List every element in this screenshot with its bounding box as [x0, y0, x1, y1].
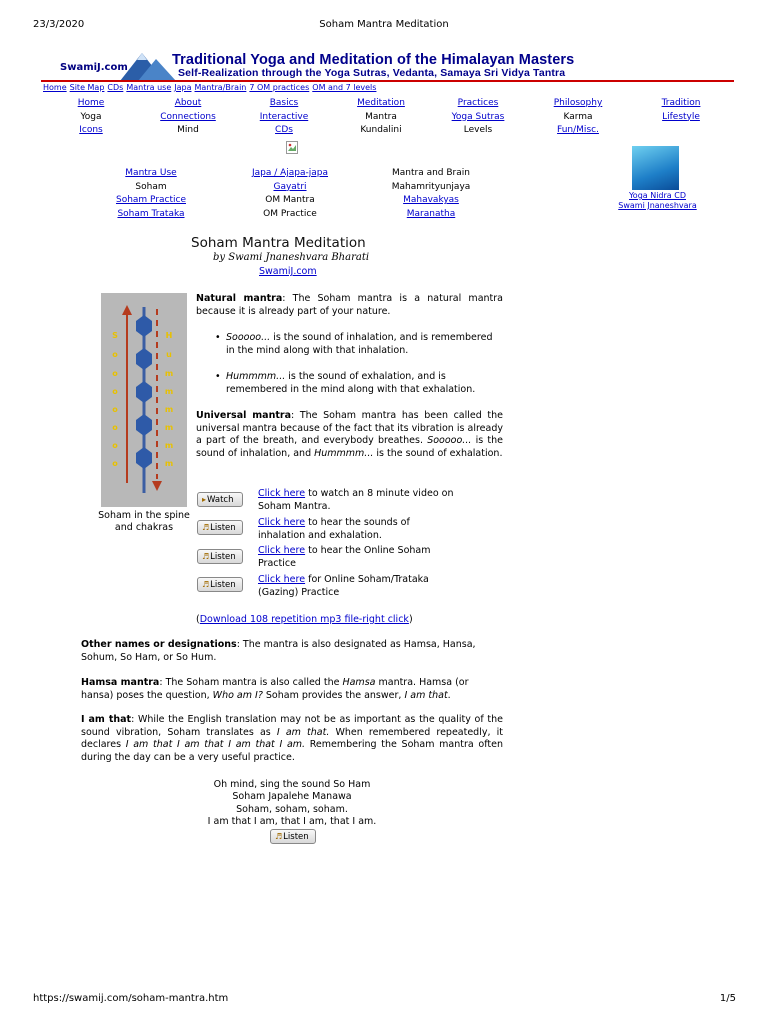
hamsa-italic-1: Hamsa — [342, 677, 376, 688]
spine-letter-right: H — [165, 331, 173, 340]
nav-link-philosophy[interactable]: Philosophy — [553, 98, 603, 108]
nav-link-home[interactable]: Home — [77, 98, 105, 108]
subnav-link-mantra-use[interactable]: Mantra Use — [125, 168, 177, 178]
spine-letter-right: m — [164, 423, 174, 432]
speaker-icon: ♬ — [202, 523, 210, 532]
listen-trataka-text — [258, 574, 458, 599]
top-link-om-7-levels[interactable]: OM and 7 levels — [312, 83, 377, 92]
nav-column-1 — [46, 97, 136, 138]
nav-label-yoga: Yoga — [80, 111, 102, 122]
print-page-number: 1/5 — [719, 993, 736, 1004]
listen-practice-text — [258, 545, 458, 570]
hamsa-text-3: Soham provides the answer, — [262, 689, 405, 701]
spine-letter-right: u — [166, 350, 172, 359]
page-title: Soham Mantra Meditation — [191, 235, 366, 251]
listen-button-label: Listen — [210, 523, 236, 533]
broken-image-icon — [286, 141, 298, 154]
spine-letter-left: o — [112, 459, 118, 468]
top-link-7-om-practices[interactable]: 7 OM practices — [249, 83, 310, 92]
universal-italic-2: Hummmm... — [314, 447, 374, 459]
universal-mantra-paragraph — [196, 410, 503, 460]
print-title: Soham Mantra Meditation — [319, 19, 449, 30]
top-link-home[interactable]: Home — [43, 83, 67, 92]
site-subtitle: Self-Realization through the Yoga Sutras, Vedanta, Samaya Sri Vidya Tantra — [178, 67, 566, 79]
subnav-label-mahamrityunjaya: Mahamrityunjaya — [391, 181, 471, 192]
nav-column-5 — [433, 97, 523, 138]
nav-link-meditation[interactable]: Meditation — [357, 98, 405, 108]
subnav-label-soham: Soham — [135, 181, 167, 192]
author-site-link[interactable]: SwamiJ.com — [259, 266, 317, 277]
natural-mantra-label: Natural mantra — [196, 293, 283, 304]
i-am-that-italic-2: I am that I am that I am that I am. — [125, 739, 306, 750]
chant-line-3: Soham, soham, soham. — [236, 804, 348, 815]
spine-letter-left: o — [112, 369, 118, 378]
mountain-logo-icon — [120, 50, 178, 82]
natural-mantra-text: : The Soham mantra is a natural mantra because it is already part of your nature. — [196, 293, 503, 317]
spine-chakra-illustration — [101, 293, 187, 507]
bullet-inhalation-text: is the sound of inhalation, and is remembered in the mind along with that inhalation. — [226, 332, 493, 356]
download-paren-open: ( — [196, 614, 200, 625]
universal-text-2: is the sound of inhalation, and — [196, 435, 503, 459]
speaker-icon: ♬ — [275, 832, 283, 841]
video-icon: ▸ — [202, 495, 207, 504]
hamsa-text-1: : The Soham mantra is also called the — [159, 677, 343, 688]
subnav-column-2 — [235, 167, 345, 221]
watch-video-text — [258, 488, 458, 513]
watch-video-desc: to watch an 8 minute video on Soham Mantra. — [258, 488, 454, 512]
bullet-exhalation-text: is the sound of exhalation, and is remembered in the mind along with that exhalation. — [226, 371, 476, 395]
other-names-text: : The mantra is also designated as Hamsa, Hansa, Sohum, So Ham, or So Hum. — [81, 639, 476, 663]
yoga-nidra-cd-image[interactable] — [632, 146, 679, 190]
nav-link-cds[interactable]: CDs — [275, 125, 293, 135]
bullet-exhalation — [226, 371, 502, 396]
universal-text-3: is the sound of exhalation. — [373, 447, 503, 459]
spine-letter-right: m — [164, 405, 174, 414]
nav-label-mind: Mind — [177, 125, 199, 135]
speaker-icon: ♬ — [202, 580, 210, 589]
listen-button-practice[interactable] — [197, 549, 243, 564]
i-am-that-text-3: Remembering the Soham mantra often during the day can be a very useful practice. — [81, 739, 503, 763]
download-mp3-link[interactable]: Download 108 repetition mp3 file-right click — [199, 614, 409, 625]
download-line — [196, 614, 413, 625]
bullet-exhalation-sound: Hummmm... — [226, 371, 286, 382]
nav-link-lifestyle[interactable]: Lifestyle — [662, 111, 700, 122]
nav-label-levels: Levels — [463, 125, 493, 135]
nav-column-6 — [533, 97, 623, 138]
chant-listen-button[interactable] — [270, 829, 316, 844]
nav-label-mantra: Mantra — [365, 111, 397, 122]
subnav-link-mahavakyas[interactable]: Mahavakyas — [403, 195, 459, 205]
subnav-link-soham-practice[interactable]: Soham Practice — [115, 195, 186, 205]
watch-button[interactable] — [197, 492, 243, 507]
universal-italic-1: Sooooo... — [427, 435, 472, 446]
watch-video-link[interactable]: Click here — [258, 488, 306, 499]
universal-mantra-label: Universal mantra — [196, 410, 291, 421]
subnav-label-mantra-brain: Mantra and Brain — [392, 168, 470, 178]
i-am-that-italic-1: I am that. — [276, 726, 330, 738]
site-title: Traditional Yoga and Meditation of the Himalayan Masters — [172, 52, 575, 68]
byline: by Swami Jnaneshvara Bharati — [213, 252, 370, 263]
print-url: https://swamij.com/soham-mantra.htm — [33, 993, 229, 1004]
soham-spine-image — [101, 293, 187, 507]
hamsa-italic-2: Who am I? — [212, 689, 263, 701]
spine-letter-left: o — [112, 441, 118, 450]
site-logo[interactable]: SwamiJ.com — [60, 62, 128, 73]
top-link-site-map[interactable]: Site Map — [69, 83, 105, 92]
hamsa-label: Hamsa mantra — [81, 677, 160, 688]
caption-line-2: and chakras — [114, 522, 174, 533]
hamsa-italic-3: I am that — [404, 689, 448, 701]
top-links-bar — [43, 83, 379, 92]
spine-image-caption — [84, 510, 204, 534]
chant-listen-label: Listen — [283, 832, 309, 842]
i-am-that-text-2: When remembered repeatedly, it declares — [81, 726, 503, 750]
subnav-link-soham-trataka[interactable]: Soham Trataka — [117, 208, 185, 219]
chant-line-4: I am that I am, that I am, that I am. — [207, 816, 377, 827]
subnav-column-1 — [96, 167, 206, 221]
spine-letter-right: m — [164, 387, 174, 396]
other-names-paragraph — [81, 639, 503, 664]
subnav-label-om-mantra: OM Mantra — [265, 195, 315, 205]
cd-caption-line-1: Yoga Nidra CD — [628, 191, 686, 200]
chant-line-1: Oh mind, sing the sound So Ham — [213, 779, 371, 790]
cd-caption-line-2: Swami Jnaneshvara — [618, 200, 697, 210]
cd-caption[interactable] — [610, 191, 705, 210]
bullet-inhalation — [226, 332, 502, 357]
i-am-that-text-1: : While the English translation may not be as important as the quality of the sound vibration, Soham translates as — [81, 714, 503, 738]
nav-link-fun-misc[interactable]: Fun/Misc. — [557, 125, 599, 135]
i-am-that-paragraph — [81, 714, 503, 764]
listen-button-sounds[interactable] — [197, 520, 243, 535]
nav-column-4 — [336, 97, 426, 138]
spine-letter-left: o — [112, 423, 118, 432]
listen-sounds-text — [258, 517, 458, 542]
i-am-that-label: I am that — [81, 714, 132, 725]
listen-button-label: Listen — [210, 580, 236, 590]
top-link-mantra-use[interactable]: Mantra use — [126, 83, 172, 92]
nav-link-basics[interactable]: Basics — [269, 98, 299, 108]
nav-label-kundalini: Kundalini — [360, 125, 402, 135]
listen-button-label: Listen — [210, 552, 236, 562]
nav-link-connections[interactable]: Connections — [160, 111, 216, 122]
nav-link-about[interactable]: About — [174, 98, 202, 108]
subnav-column-3 — [376, 167, 486, 221]
spine-letter-left: o — [112, 350, 118, 359]
universal-text-1: : The Soham mantra has been called the universal mantra because of the fact that its vibration is already a part of the breath, and everybody breathes. — [196, 410, 503, 446]
listen-trataka-desc: for Online Soham/Trataka (Gazing) Practice — [258, 574, 429, 598]
subnav-link-gayatri[interactable]: Gayatri — [273, 181, 307, 192]
listen-sounds-link[interactable]: Click here — [258, 517, 306, 528]
top-link-mantra-brain[interactable]: Mantra/Brain — [194, 83, 247, 92]
other-names-label: Other names or designations — [81, 639, 237, 650]
print-date: 23/3/2020 — [33, 19, 85, 30]
subnav-label-om-practice: OM Practice — [263, 208, 317, 219]
spine-letter-left: o — [112, 405, 118, 414]
spine-letter-left: S — [112, 331, 118, 340]
nav-column-2 — [143, 97, 233, 138]
listen-practice-link[interactable]: Click here — [258, 545, 306, 556]
nav-link-yoga-sutras[interactable]: Yoga Sutras — [451, 111, 505, 122]
hamsa-paragraph — [81, 677, 503, 702]
nav-column-7 — [636, 97, 726, 124]
spine-letter-right: m — [164, 441, 174, 450]
bullet-inhalation-sound: Sooooo... — [226, 332, 271, 343]
download-paren-close: ) — [408, 614, 413, 625]
top-link-japa[interactable]: Japa — [174, 83, 192, 92]
spine-letter-right: m — [164, 459, 174, 468]
spine-letter-right: m — [164, 369, 174, 378]
nav-link-practices[interactable]: Practices — [457, 98, 499, 108]
listen-practice-desc: to hear the Online Soham Practice — [258, 545, 431, 569]
header-divider — [41, 80, 734, 82]
nav-link-icons[interactable]: Icons — [79, 125, 103, 135]
watch-button-label: Watch — [207, 495, 234, 505]
nav-link-interactive[interactable]: Interactive — [259, 111, 309, 122]
nav-link-tradition[interactable]: Tradition — [661, 98, 701, 108]
listen-trataka-link[interactable]: Click here — [258, 574, 306, 585]
listen-button-trataka[interactable] — [197, 577, 243, 592]
speaker-icon: ♬ — [202, 552, 210, 561]
subnav-link-maranatha[interactable]: Maranatha — [406, 208, 456, 219]
nav-column-3 — [239, 97, 329, 138]
hamsa-text-4: . — [447, 689, 451, 701]
nav-label-karma: Karma — [563, 111, 593, 122]
chant-line-2: Soham Japalehe Manawa — [232, 791, 352, 802]
top-link-cds[interactable]: CDs — [107, 83, 124, 92]
listen-sounds-desc: to hear the sounds of inhalation and exhalation. — [258, 517, 410, 541]
caption-line-1: Soham in the spine — [98, 510, 190, 521]
subnav-link-japa[interactable]: Japa / Ajapa-japa — [251, 168, 329, 178]
spine-letter-left: o — [112, 387, 118, 396]
natural-mantra-paragraph — [196, 293, 503, 318]
hamsa-text-2: mantra. Hamsa (or hansa) poses the question, — [81, 677, 469, 701]
